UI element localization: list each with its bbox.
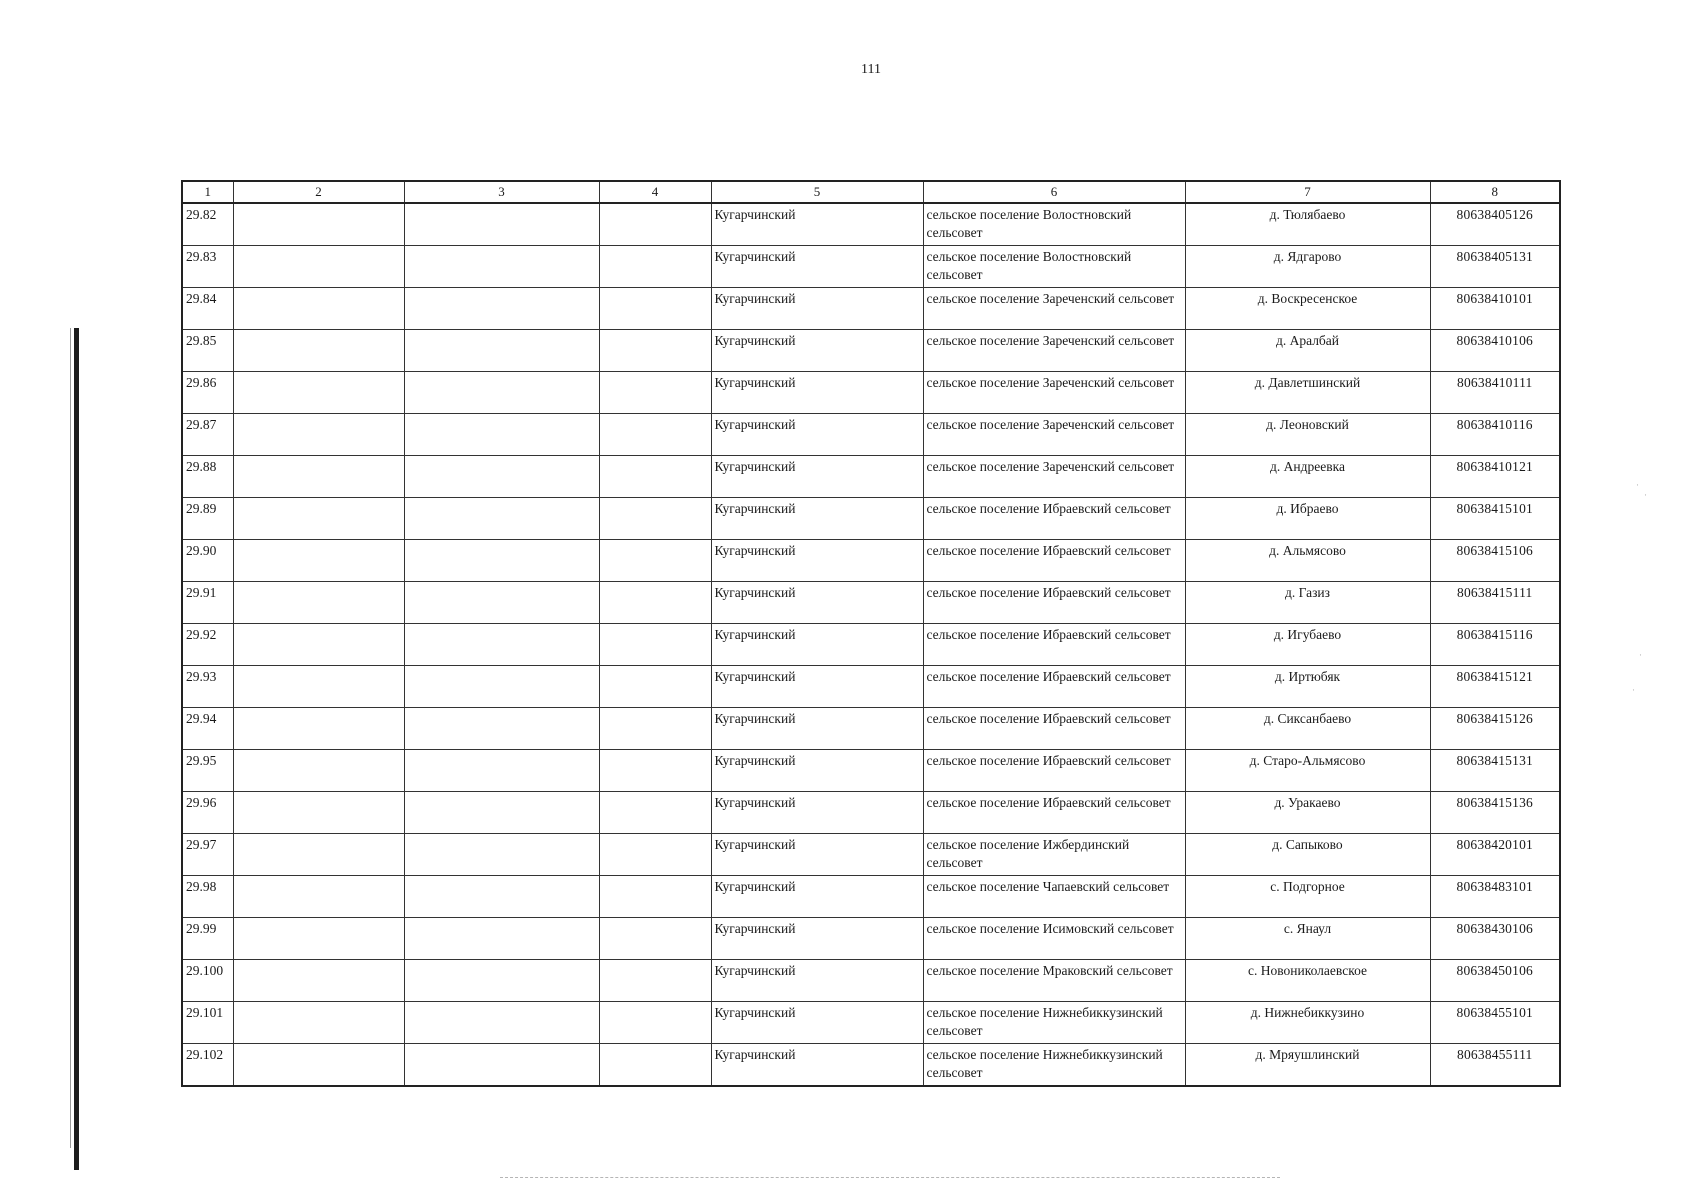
- table-row: [182, 624, 1560, 666]
- table-row: [182, 288, 1560, 330]
- district-cell: Кугарчинский: [711, 918, 923, 960]
- empty-cell: [599, 666, 711, 708]
- empty-cell: [599, 330, 711, 372]
- column-header: 2: [233, 181, 404, 203]
- settlement-cell: сельское поселение Ибраевский сельсовет: [923, 666, 1185, 708]
- empty-cell: [404, 246, 599, 288]
- district-cell: Кугарчинский: [711, 876, 923, 918]
- column-header: 6: [923, 181, 1185, 203]
- code-cell: 80638415116: [1430, 624, 1560, 666]
- code-cell: 80638405131: [1430, 246, 1560, 288]
- code-cell: 80638405126: [1430, 203, 1560, 246]
- row-number: 29.102: [182, 1044, 233, 1087]
- code-cell: 80638430106: [1430, 918, 1560, 960]
- empty-cell: [404, 540, 599, 582]
- empty-cell: [599, 582, 711, 624]
- district-cell: Кугарчинский: [711, 666, 923, 708]
- settlement-cell: сельское поселение Ибраевский сельсовет: [923, 750, 1185, 792]
- empty-cell: [233, 456, 404, 498]
- row-number: 29.86: [182, 372, 233, 414]
- empty-cell: [599, 834, 711, 876]
- district-cell: Кугарчинский: [711, 792, 923, 834]
- row-number: 29.83: [182, 246, 233, 288]
- locality-cell: д. Нижнебиккузино: [1185, 1002, 1430, 1044]
- code-cell: 80638410101: [1430, 288, 1560, 330]
- empty-cell: [404, 498, 599, 540]
- settlement-cell: сельское поселение Ибраевский сельсовет: [923, 582, 1185, 624]
- empty-cell: [233, 203, 404, 246]
- settlement-cell: сельское поселение Исимовский сельсовет: [923, 918, 1185, 960]
- table-row: [182, 960, 1560, 1002]
- row-number: 29.96: [182, 792, 233, 834]
- locality-cell: д. Старо-Альмясово: [1185, 750, 1430, 792]
- empty-cell: [233, 666, 404, 708]
- district-cell: Кугарчинский: [711, 960, 923, 1002]
- locality-cell: д. Игубаево: [1185, 624, 1430, 666]
- empty-cell: [599, 750, 711, 792]
- settlement-cell: сельское поселение Зареченский сельсовет: [923, 414, 1185, 456]
- empty-cell: [599, 203, 711, 246]
- locality-cell: д. Тюлябаево: [1185, 203, 1430, 246]
- empty-cell: [233, 288, 404, 330]
- empty-cell: [404, 1044, 599, 1087]
- locality-cell: д. Леоновский: [1185, 414, 1430, 456]
- empty-cell: [404, 203, 599, 246]
- locality-cell: д. Аралбай: [1185, 330, 1430, 372]
- table-row: [182, 1044, 1560, 1087]
- table-row: [182, 792, 1560, 834]
- district-cell: Кугарчинский: [711, 750, 923, 792]
- locality-cell: д. Сапыково: [1185, 834, 1430, 876]
- table-row: [182, 203, 1560, 246]
- empty-cell: [404, 330, 599, 372]
- empty-cell: [599, 1044, 711, 1087]
- column-header: 7: [1185, 181, 1430, 203]
- code-cell: 80638455111: [1430, 1044, 1560, 1087]
- code-cell: 80638415106: [1430, 540, 1560, 582]
- table-row: [182, 750, 1560, 792]
- code-cell: 80638410106: [1430, 330, 1560, 372]
- settlement-cell: сельское поселение Ижбердинский сельсовет: [923, 834, 1185, 876]
- table-body: [182, 203, 1560, 1086]
- locality-cell: д. Мряушлинский: [1185, 1044, 1430, 1087]
- row-number: 29.87: [182, 414, 233, 456]
- table-header-row: [182, 181, 1560, 203]
- row-number: 29.91: [182, 582, 233, 624]
- row-number: 29.88: [182, 456, 233, 498]
- scan-edge-line: [70, 328, 71, 1148]
- locality-cell: д. Иртюбяк: [1185, 666, 1430, 708]
- empty-cell: [233, 414, 404, 456]
- column-header: 4: [599, 181, 711, 203]
- settlement-cell: сельское поселение Зареченский сельсовет: [923, 330, 1185, 372]
- empty-cell: [599, 918, 711, 960]
- locality-cell: с. Янаул: [1185, 918, 1430, 960]
- district-cell: Кугарчинский: [711, 288, 923, 330]
- row-number: 29.90: [182, 540, 233, 582]
- district-cell: Кугарчинский: [711, 708, 923, 750]
- settlement-cell: сельское поселение Чапаевский сельсовет: [923, 876, 1185, 918]
- district-cell: Кугарчинский: [711, 624, 923, 666]
- empty-cell: [233, 834, 404, 876]
- row-number: 29.98: [182, 876, 233, 918]
- column-header: 5: [711, 181, 923, 203]
- table-row: [182, 708, 1560, 750]
- column-header: 8: [1430, 181, 1560, 203]
- code-cell: 80638410121: [1430, 456, 1560, 498]
- empty-cell: [233, 246, 404, 288]
- empty-cell: [404, 1002, 599, 1044]
- district-cell: Кугарчинский: [711, 203, 923, 246]
- empty-cell: [233, 624, 404, 666]
- locality-cell: д. Ядгарово: [1185, 246, 1430, 288]
- locality-cell: с. Подгорное: [1185, 876, 1430, 918]
- row-number: 29.95: [182, 750, 233, 792]
- code-cell: 80638415136: [1430, 792, 1560, 834]
- empty-cell: [599, 456, 711, 498]
- scan-binding-edge: [74, 328, 79, 1170]
- code-cell: 80638483101: [1430, 876, 1560, 918]
- district-cell: Кугарчинский: [711, 246, 923, 288]
- code-cell: 80638415121: [1430, 666, 1560, 708]
- settlement-cell: сельское поселение Зареченский сельсовет: [923, 456, 1185, 498]
- row-number: 29.99: [182, 918, 233, 960]
- table-row: [182, 582, 1560, 624]
- settlement-cell: сельское поселение Нижнебиккузинский сельсовет: [923, 1044, 1185, 1087]
- page-number: 111: [861, 62, 881, 77]
- settlement-cell: сельское поселение Волостновский сельсовет: [923, 246, 1185, 288]
- empty-cell: [404, 582, 599, 624]
- row-number: 29.94: [182, 708, 233, 750]
- district-cell: Кугарчинский: [711, 498, 923, 540]
- district-cell: Кугарчинский: [711, 456, 923, 498]
- empty-cell: [599, 960, 711, 1002]
- code-cell: 80638410116: [1430, 414, 1560, 456]
- district-cell: Кугарчинский: [711, 330, 923, 372]
- empty-cell: [233, 792, 404, 834]
- locality-cell: д. Давлетшинский: [1185, 372, 1430, 414]
- code-cell: 80638420101: [1430, 834, 1560, 876]
- locality-cell: с. Новониколаевское: [1185, 960, 1430, 1002]
- settlement-cell: сельское поселение Ибраевский сельсовет: [923, 498, 1185, 540]
- table-row: [182, 498, 1560, 540]
- empty-cell: [599, 246, 711, 288]
- settlement-cell: сельское поселение Ибраевский сельсовет: [923, 540, 1185, 582]
- empty-cell: [233, 876, 404, 918]
- locality-cell: д. Андреевка: [1185, 456, 1430, 498]
- empty-cell: [233, 498, 404, 540]
- settlements-table: [181, 180, 1561, 1087]
- empty-cell: [233, 1002, 404, 1044]
- district-cell: Кугарчинский: [711, 372, 923, 414]
- empty-cell: [599, 1002, 711, 1044]
- row-number: 29.82: [182, 203, 233, 246]
- locality-cell: д. Альмясово: [1185, 540, 1430, 582]
- settlement-cell: сельское поселение Ибраевский сельсовет: [923, 708, 1185, 750]
- row-number: 29.100: [182, 960, 233, 1002]
- district-cell: Кугарчинский: [711, 834, 923, 876]
- settlement-cell: сельское поселение Нижнебиккузинский сельсовет: [923, 1002, 1185, 1044]
- row-number: 29.97: [182, 834, 233, 876]
- empty-cell: [404, 708, 599, 750]
- empty-cell: [599, 876, 711, 918]
- code-cell: 80638415111: [1430, 582, 1560, 624]
- settlement-cell: сельское поселение Мраковский сельсовет: [923, 960, 1185, 1002]
- empty-cell: [404, 834, 599, 876]
- district-cell: Кугарчинский: [711, 1002, 923, 1044]
- code-cell: 80638415131: [1430, 750, 1560, 792]
- column-header: 1: [182, 181, 233, 203]
- table-row: [182, 666, 1560, 708]
- empty-cell: [404, 918, 599, 960]
- code-cell: 80638415101: [1430, 498, 1560, 540]
- empty-cell: [599, 792, 711, 834]
- district-cell: Кугарчинский: [711, 414, 923, 456]
- empty-cell: [599, 288, 711, 330]
- empty-cell: [599, 708, 711, 750]
- empty-cell: [233, 372, 404, 414]
- empty-cell: [233, 330, 404, 372]
- locality-cell: д. Газиз: [1185, 582, 1430, 624]
- row-number: 29.93: [182, 666, 233, 708]
- empty-cell: [404, 876, 599, 918]
- table-row: [182, 414, 1560, 456]
- empty-cell: [599, 414, 711, 456]
- locality-cell: д. Сиксанбаево: [1185, 708, 1430, 750]
- empty-cell: [404, 792, 599, 834]
- empty-cell: [233, 582, 404, 624]
- row-number: 29.101: [182, 1002, 233, 1044]
- empty-cell: [233, 918, 404, 960]
- row-number: 29.84: [182, 288, 233, 330]
- settlement-cell: сельское поселение Зареченский сельсовет: [923, 372, 1185, 414]
- locality-cell: д. Воскресенское: [1185, 288, 1430, 330]
- table-row: [182, 372, 1560, 414]
- code-cell: 80638455101: [1430, 1002, 1560, 1044]
- row-number: 29.85: [182, 330, 233, 372]
- scan-noise: · · · ·: [1632, 480, 1647, 695]
- empty-cell: [404, 414, 599, 456]
- row-number: 29.89: [182, 498, 233, 540]
- empty-cell: [404, 288, 599, 330]
- settlement-cell: сельское поселение Зареченский сельсовет: [923, 288, 1185, 330]
- settlement-cell: сельское поселение Волостновский сельсовет: [923, 203, 1185, 246]
- code-cell: 80638410111: [1430, 372, 1560, 414]
- empty-cell: [404, 666, 599, 708]
- locality-cell: д. Ибраево: [1185, 498, 1430, 540]
- column-header: 3: [404, 181, 599, 203]
- row-number: 29.92: [182, 624, 233, 666]
- empty-cell: [404, 456, 599, 498]
- table-row: [182, 540, 1560, 582]
- empty-cell: [599, 624, 711, 666]
- empty-cell: [233, 708, 404, 750]
- empty-cell: [599, 372, 711, 414]
- table-row: [182, 330, 1560, 372]
- table-row: [182, 918, 1560, 960]
- empty-cell: [233, 540, 404, 582]
- empty-cell: [404, 372, 599, 414]
- table-row: [182, 834, 1560, 876]
- table-row: [182, 1002, 1560, 1044]
- district-cell: Кугарчинский: [711, 1044, 923, 1087]
- empty-cell: [599, 540, 711, 582]
- empty-cell: [233, 960, 404, 1002]
- locality-cell: д. Уракаево: [1185, 792, 1430, 834]
- table-row: [182, 876, 1560, 918]
- empty-cell: [599, 498, 711, 540]
- settlement-cell: сельское поселение Ибраевский сельсовет: [923, 624, 1185, 666]
- table-row: [182, 246, 1560, 288]
- district-cell: Кугарчинский: [711, 540, 923, 582]
- code-cell: 80638450106: [1430, 960, 1560, 1002]
- empty-cell: [233, 1044, 404, 1087]
- empty-cell: [233, 750, 404, 792]
- settlement-cell: сельское поселение Ибраевский сельсовет: [923, 792, 1185, 834]
- empty-cell: [404, 750, 599, 792]
- code-cell: 80638415126: [1430, 708, 1560, 750]
- table-row: [182, 456, 1560, 498]
- scan-footer-line: [500, 1177, 1280, 1178]
- empty-cell: [404, 960, 599, 1002]
- empty-cell: [404, 624, 599, 666]
- district-cell: Кугарчинский: [711, 582, 923, 624]
